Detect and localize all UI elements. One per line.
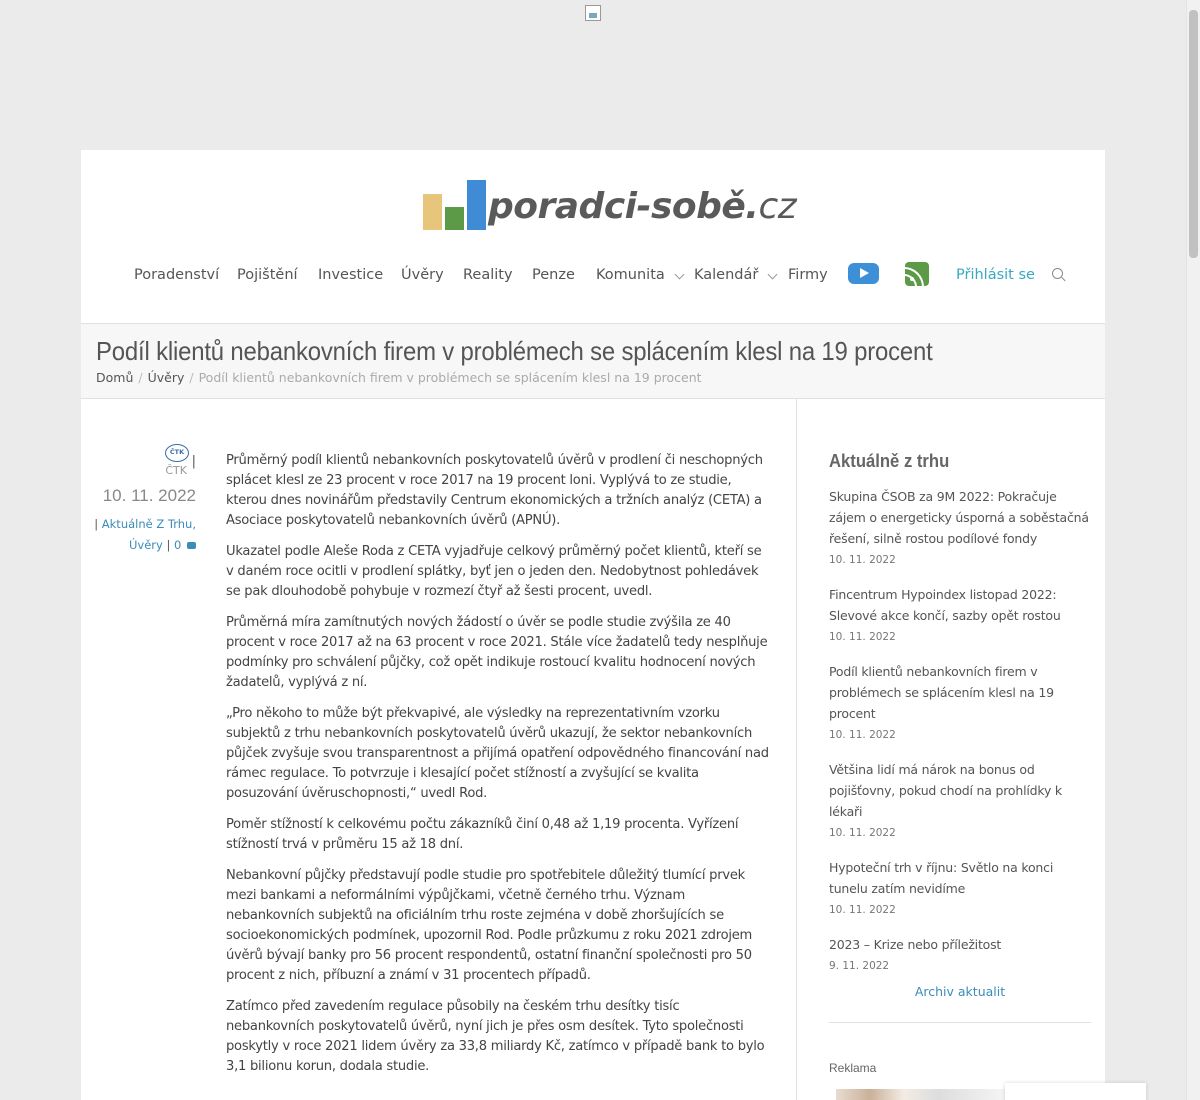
article-paragraph: Ukazatel podle Aleše Roda z CETA vyjadřuje celkový průměrný počet klientů, kteří se v daném roce ocitli v prodlení splátky, byť jen o jeden den. Nedobytnost pohledávek se pak dlouhodobě pohybuje v rozmezí čtyř až šesti procent, uvedl. (226, 544, 762, 599)
nav-item-poradenstvi[interactable]: Poradenství (134, 267, 220, 283)
column-divider (796, 399, 797, 1100)
comments-count: 0 (174, 538, 182, 552)
article-paragraph: Poměr stížností k celkovému počtu zákazníků činí 0,48 až 1,19 procenta. Vyřízení stížností trvá v průměru 15 až 18 dní. (226, 817, 739, 852)
article-paragraph: Zatímco před zavedením regulace působily na českém trhu desítky tisíc nebankovních poskytovatelů úvěrů, nyní jich je přes osm desítek. Tyto společnosti poskytly v roce 2021 lidem úvěry za 33,8 miliardy Kč, zatímco v případě bank to bylo 3,1 bilionu korun, dodala studie. (226, 999, 765, 1074)
page-title: Podíl klientů nebankovních firem v problémech se splácením klesl na 19 procent (96, 336, 933, 366)
article-paragraph: Průměrná míra zamítnutých nových žádostí o úvěr se podle studie zvýšila ze 40 procent v roce 2017 až na 63 procent v roce 2021. Stále více žadatelů tedy nesplňuje podmínky pro schválení půjčky, což opět indikuje rostoucí kvalitu hodnocení nových žadatelů, vyplývá z ní. (226, 615, 768, 690)
news-date: 10. 11. 2022 (829, 729, 896, 741)
sidebar-news-item (829, 661, 1091, 742)
nav-item-kalendar[interactable] (694, 267, 758, 283)
sidebar-divider (829, 1022, 1091, 1023)
nav-item-pojisteni[interactable]: Pojištění (237, 267, 298, 283)
content-area: ČTK | ČTK 10. 11. 2022 | Aktuálně Z Trhu, Úvěry | 0 Průměrný podíl klientů nebankovních poskytovatelů úvěrů v prodlení či neschopných splácet klesl ze 23 procent v roce 2017 na 19 procent loni. Vyplývá to ze studie, kterou dnes novinářům představily Centrum ekonomických a tržních analýz (CETA) a Asociace poskytovatelů nebankovních úvěrů (APNÚ). Ukazatel podle Aleše Roda z CETA vyjadřuje celkový průměrný počet klientů, kteří se v daném roce ocitli v prodlení splátky, byť jen o jeden den. Nedobytnost pohledávek se pak dlouhodobě pohybuje v rozmezí čtyř až šesti procent, uvedl. Průměrná míra zamítnutých nových žádostí o úvěr se podle studie zvýšila ze 40 procent v roce 2017 až na 63 procent v roce 2021. Stále více žadatelů tedy nesplňuje podmínky pro schválení půjčky, což opět indikuje rostoucí kvalitu hodnocení nových žadatelů, vyplývá z ní. „Pro někoho to může být překvapivé, ale výsledky na reprezentativním vzorku subjektů z trhu nebankovních poskytovatelů úvěrů ukazují, že sektor nebankovních půjček zvyšuje svou transparentnost a přijímá opatření odpovědného financování nad rámec regulace. To potvrzuje i klesající počet stížností a zvyšující se kvalita posuzování úvěruschopnosti,“ uvedl Rod. Poměr stížností k celkovému počtu zákazníků činí 0,48 až 1,19 procenta. Vyřízení stížností trvá v průměru 15 až 18 dní. Nebankovní půjčky představují podle studie pro spotřebitele důležitý tlumící prvek mezi bankami a neformálními výpůjčkami, včetně černého trhu. Význam nebankovních subjektů na oficiálním trhu roste zejména v době zhoršujících se socioekonomických podmínek, upozornil Rod. Podle průzkumu z roku 2021 zdrojem úvěrů bývají banky pro 56 procent respondentů, ostatní finanční společnosti pro 50 procent z nich, příbuzní a známí v 31 procentech případů. Zatímco před zavedením regulace působily na českém trhu desítky tisíc nebankovních poskytovatelů úvěrů, nyní jich je přes osm desítek. Tyto společnosti poskytly v roce 2021 lidem úvěry za 33,8 miliardy Kč, zatímco v případě bank to bylo 3,1 bilionu korun, dodala studie. Aktuálně z trhu Skupina ČSOB za 9M 2022: Pokračuje zájem o energeticky úsporná a soběstačná řešení, silně rostou podílové fondy 10. 11. 2022 Fincentrum Hypoindex listopad 2022: Slevové akce končí, sazby opět rostou 10. 11. 2022 Podíl klientů nebankovních firem v problémech se splácením klesl na 19 procent 10. 11. 2022 Většina lidí má nárok na bonus od pojišťovny, pokud chodí na prohlídky k lékaři 10. 11. 2022 Hypoteční trh v říjnu: Světlo na konci tunelu zatím nevidíme 10. 11. 2022 2023 – Krize nebo příležitost 9. 11. 2022 Archiv aktualit Reklama (81, 399, 1105, 1100)
category-link-uvery[interactable]: Úvěry (128, 538, 163, 552)
logo-bar-yellow (423, 194, 442, 230)
login-link[interactable]: Přihlásit se (956, 267, 1035, 283)
breadcrumb-home[interactable]: Domů (96, 370, 134, 385)
nav-item-kalendar-label: Kalendář (694, 267, 759, 283)
post-author: ČTK (165, 464, 187, 477)
logo-bar-green (445, 207, 464, 230)
nav-item-reality[interactable]: Reality (463, 267, 513, 283)
sidebar-title: Aktuálně z trhu (829, 450, 950, 471)
news-date: 10. 11. 2022 (829, 904, 896, 916)
nav-item-komunita-label: Komunita (596, 267, 665, 283)
article-body (226, 451, 771, 1088)
nav-item-komunita[interactable] (596, 267, 665, 283)
youtube-icon[interactable] (848, 263, 879, 284)
news-title-link[interactable]: Hypoteční trh v říjnu: Světlo na konci tunelu zatím nevidíme (829, 860, 1054, 896)
news-date: 10. 11. 2022 (829, 827, 896, 839)
news-date: 10. 11. 2022 (829, 631, 896, 643)
nav-item-firmy[interactable]: Firmy (788, 267, 828, 283)
breadcrumb: Domů / Úvěry / Podíl klientů nebankovních firem v problémech se splácením klesl na 19 procent (96, 370, 702, 385)
logo-text: poradci-sobě.cz (488, 186, 797, 227)
chevron-down-icon (674, 270, 684, 280)
scrollbar[interactable] (1186, 0, 1200, 1100)
search-icon[interactable] (1052, 268, 1066, 282)
sidebar-news-item (829, 759, 1091, 840)
sidebar-news-item (829, 934, 1091, 973)
breadcrumb-uvery[interactable]: Úvěry (147, 370, 185, 385)
ad-overlay-box[interactable] (1005, 1083, 1146, 1100)
news-date: 9. 11. 2022 (829, 960, 890, 972)
site-logo[interactable] (422, 178, 797, 233)
nav-item-investice[interactable]: Investice (318, 267, 384, 283)
logo-bar-blue (467, 180, 486, 230)
ad-image[interactable] (836, 1089, 1006, 1100)
nav-item-uvery[interactable]: Úvěry (401, 267, 444, 283)
sidebar-news-list (829, 486, 1091, 990)
news-title-link[interactable]: 2023 – Krize nebo příležitost (829, 937, 1002, 952)
page-container (81, 150, 1105, 1100)
broken-image-icon[interactable] (585, 5, 601, 21)
news-title-link[interactable]: Fincentrum Hypoindex listopad 2022: Slevové akce končí, sazby opět rostou (829, 587, 1061, 623)
ad-label: Reklama (829, 1061, 877, 1075)
article-paragraph: „Pro někoho to může být překvapivé, ale výsledky na reprezentativním vzorku subjektů z trhu nebankovních poskytovatelů úvěrů ukazují, že sektor nebankovních půjček zvyšuje svou transparentnost a přijímá opatření odpovědného financování nad rámec regulace. To potvrzuje i klesající počet stížností a zvyšující se kvalita posuzování úvěruschopnosti,“ uvedl Rod. (226, 706, 769, 801)
sidebar-news-item (829, 857, 1091, 917)
post-date: 10. 11. 2022 (102, 486, 196, 505)
scrollbar-thumb[interactable] (1189, 10, 1198, 258)
breadcrumb-current: Podíl klientů nebankovních firem v problémech se splácením klesl na 19 procent (198, 370, 702, 385)
archive-link[interactable]: Archiv aktualit (914, 984, 1006, 999)
news-date: 10. 11. 2022 (829, 554, 896, 566)
comments-link[interactable] (174, 538, 196, 552)
sidebar-news-item (829, 486, 1091, 567)
site-header (81, 150, 1105, 324)
title-bar (81, 324, 1105, 399)
ctk-logo: ČTK (165, 444, 189, 462)
main-nav (81, 253, 1105, 297)
sidebar-news-item (829, 584, 1091, 644)
article-paragraph: Průměrný podíl klientů nebankovních poskytovatelů úvěrů v prodlení či neschopných splácet klesl ze 23 procent v roce 2017 na 19 procent loni. Vyplývá to ze studie, kterou dnes novinářům představily Centrum ekonomických a tržních analýz (CETA) a Asociace poskytovatelů nebankovních úvěrů (APNÚ). (226, 453, 763, 528)
nav-item-penze[interactable]: Penze (532, 267, 575, 283)
post-categories: | Aktuálně Z Trhu, Úvěry | 0 (94, 517, 196, 552)
news-title-link[interactable]: Podíl klientů nebankovních firem v problémech se splácením klesl na 19 procent (829, 664, 1054, 721)
news-title-link[interactable]: Skupina ČSOB za 9M 2022: Pokračuje zájem o energeticky úsporná a soběstačná řešení, silně rostou podílové fondy (829, 489, 1089, 546)
rss-icon[interactable] (905, 262, 929, 286)
chevron-down-icon (768, 270, 778, 280)
comment-icon (187, 542, 196, 549)
top-ad-banner (0, 0, 1186, 150)
article-paragraph: Nebankovní půjčky představují podle studie pro spotřebitele důležitý tlumící prvek mezi bankami a neformálními výpůjčkami, včetně černého trhu. Význam nebankovních subjektů na oficiálním trhu roste zejména v době zhoršujících se socioekonomických podmínek, upozornil Rod. Podle průzkumu z roku 2021 zdrojem úvěrů bývají banky pro 56 procent respondentů, ostatní finanční společnosti pro 50 procent z nich, příbuzní a známí v 31 procentech případů. (226, 868, 753, 983)
news-title-link[interactable]: Většina lidí má nárok na bonus od pojišťovny, pokud chodí na prohlídky k lékaři (829, 762, 1062, 819)
category-link-aktualne[interactable]: Aktuálně Z Trhu (101, 517, 193, 531)
